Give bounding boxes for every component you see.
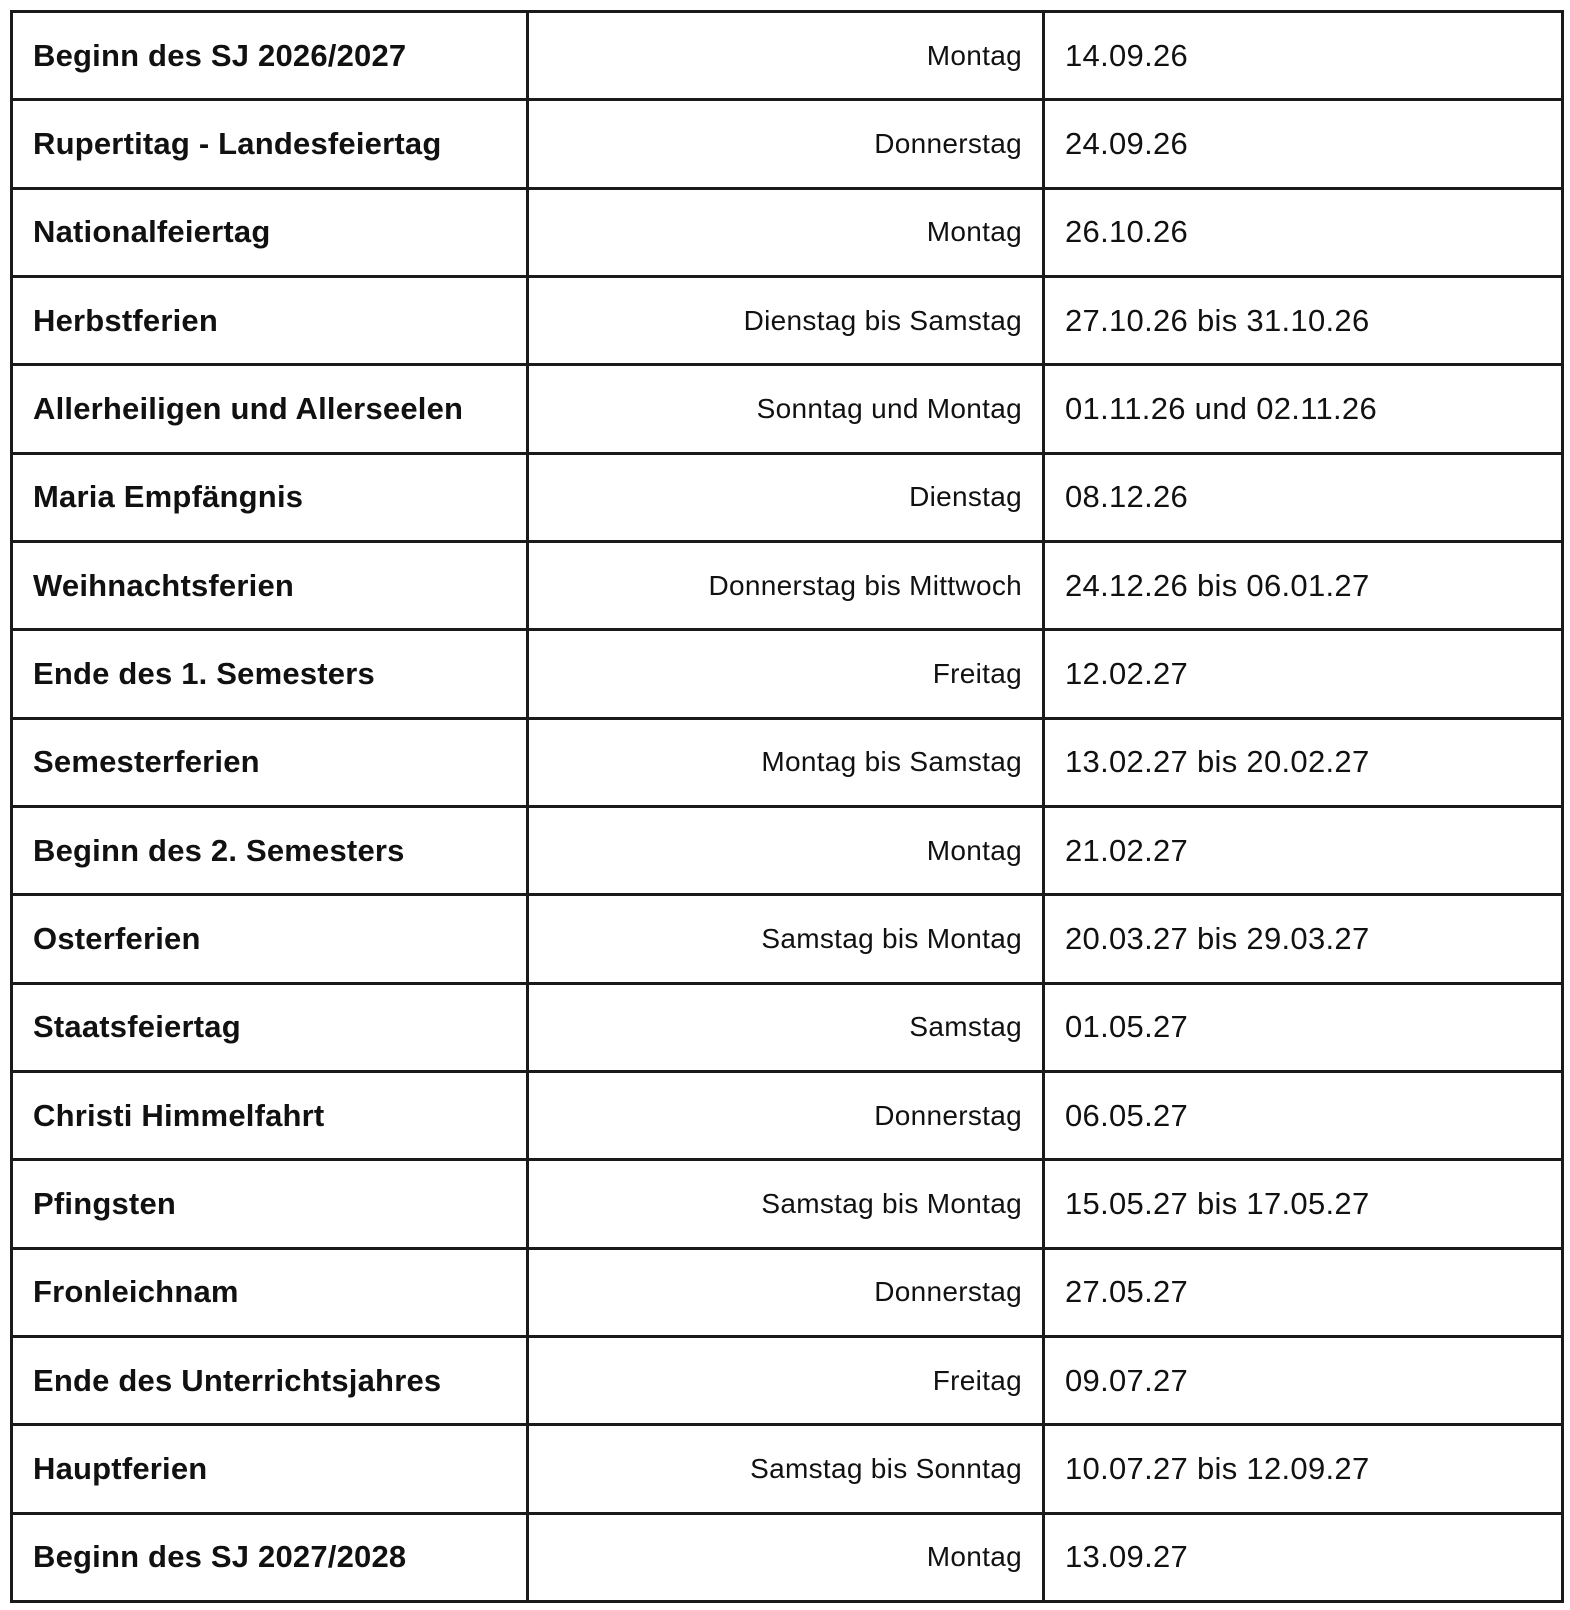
event-name: Ende des 1. Semesters bbox=[12, 630, 528, 718]
weekday: Samstag bis Montag bbox=[528, 895, 1044, 983]
date: 24.09.26 bbox=[1044, 100, 1563, 188]
event-name: Fronleichnam bbox=[12, 1248, 528, 1336]
event-name: Osterferien bbox=[12, 895, 528, 983]
weekday: Samstag bbox=[528, 983, 1044, 1071]
event-name: Beginn des SJ 2026/2027 bbox=[12, 12, 528, 100]
date: 01.05.27 bbox=[1044, 983, 1563, 1071]
date: 09.07.27 bbox=[1044, 1336, 1563, 1424]
weekday: Samstag bis Sonntag bbox=[528, 1425, 1044, 1513]
weekday: Montag bbox=[528, 806, 1044, 894]
weekday: Donnerstag bbox=[528, 100, 1044, 188]
weekday: Montag bbox=[528, 12, 1044, 100]
event-name: Maria Empfängnis bbox=[12, 453, 528, 541]
date: 14.09.26 bbox=[1044, 12, 1563, 100]
table-row bbox=[12, 453, 1563, 541]
weekday: Dienstag bis Samstag bbox=[528, 276, 1044, 364]
weekday: Montag bbox=[528, 188, 1044, 276]
event-name: Semesterferien bbox=[12, 718, 528, 806]
date: 27.10.26 bis 31.10.26 bbox=[1044, 276, 1563, 364]
weekday: Dienstag bbox=[528, 453, 1044, 541]
date: 21.02.27 bbox=[1044, 806, 1563, 894]
table-row bbox=[12, 806, 1563, 894]
table-row bbox=[12, 276, 1563, 364]
date: 24.12.26 bis 06.01.27 bbox=[1044, 541, 1563, 629]
table-row bbox=[12, 1071, 1563, 1159]
table-row bbox=[12, 718, 1563, 806]
date: 27.05.27 bbox=[1044, 1248, 1563, 1336]
weekday: Montag bis Samstag bbox=[528, 718, 1044, 806]
weekday: Donnerstag bis Mittwoch bbox=[528, 541, 1044, 629]
date: 20.03.27 bis 29.03.27 bbox=[1044, 895, 1563, 983]
date: 13.09.27 bbox=[1044, 1513, 1563, 1601]
date: 13.02.27 bis 20.02.27 bbox=[1044, 718, 1563, 806]
event-name: Pfingsten bbox=[12, 1160, 528, 1248]
table-row bbox=[12, 541, 1563, 629]
table-row bbox=[12, 1513, 1563, 1601]
weekday: Freitag bbox=[528, 630, 1044, 718]
date: 08.12.26 bbox=[1044, 453, 1563, 541]
table-row bbox=[12, 630, 1563, 718]
date: 12.02.27 bbox=[1044, 630, 1563, 718]
table-row bbox=[12, 188, 1563, 276]
table-row bbox=[12, 1336, 1563, 1424]
date: 15.05.27 bis 17.05.27 bbox=[1044, 1160, 1563, 1248]
event-name: Hauptferien bbox=[12, 1425, 528, 1513]
school-calendar-table bbox=[10, 10, 1564, 1603]
event-name: Ende des Unterrichtsjahres bbox=[12, 1336, 528, 1424]
event-name: Weihnachtsferien bbox=[12, 541, 528, 629]
table-row bbox=[12, 983, 1563, 1071]
date: 10.07.27 bis 12.09.27 bbox=[1044, 1425, 1563, 1513]
event-name: Herbstferien bbox=[12, 276, 528, 364]
weekday: Samstag bis Montag bbox=[528, 1160, 1044, 1248]
weekday: Sonntag und Montag bbox=[528, 365, 1044, 453]
table-row bbox=[12, 1160, 1563, 1248]
table-row bbox=[12, 1425, 1563, 1513]
weekday: Freitag bbox=[528, 1336, 1044, 1424]
weekday: Montag bbox=[528, 1513, 1044, 1601]
date: 01.11.26 und 02.11.26 bbox=[1044, 365, 1563, 453]
event-name: Christi Himmelfahrt bbox=[12, 1071, 528, 1159]
weekday: Donnerstag bbox=[528, 1248, 1044, 1336]
table-row bbox=[12, 365, 1563, 453]
event-name: Staatsfeiertag bbox=[12, 983, 528, 1071]
event-name: Beginn des SJ 2027/2028 bbox=[12, 1513, 528, 1601]
table-row bbox=[12, 895, 1563, 983]
event-name: Rupertitag - Landesfeiertag bbox=[12, 100, 528, 188]
weekday: Donnerstag bbox=[528, 1071, 1044, 1159]
table-row bbox=[12, 100, 1563, 188]
event-name: Allerheiligen und Allerseelen bbox=[12, 365, 528, 453]
date: 06.05.27 bbox=[1044, 1071, 1563, 1159]
event-name: Beginn des 2. Semesters bbox=[12, 806, 528, 894]
table-row bbox=[12, 1248, 1563, 1336]
date: 26.10.26 bbox=[1044, 188, 1563, 276]
table-row bbox=[12, 12, 1563, 100]
event-name: Nationalfeiertag bbox=[12, 188, 528, 276]
